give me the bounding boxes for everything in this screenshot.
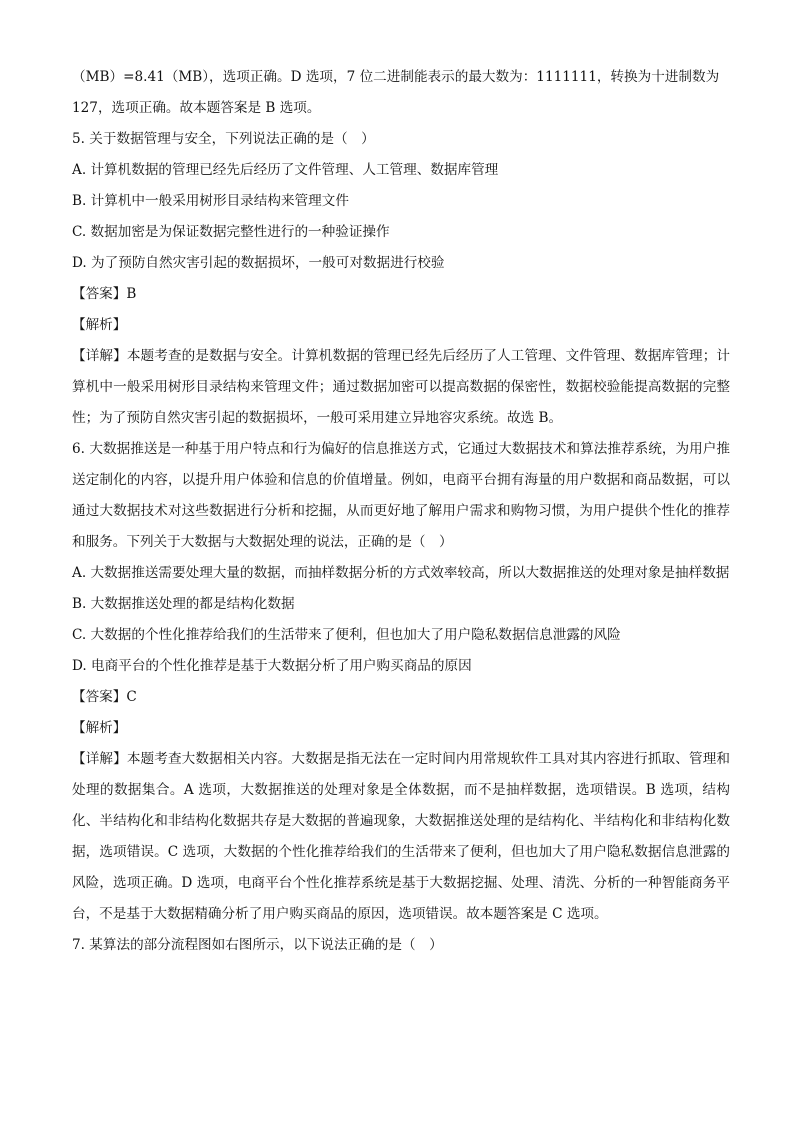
q5-option-d: D. 为了预防自然灾害引起的数据损坏，一般可对数据进行校验: [72, 255, 445, 271]
q6-analysis-label: 【解析】: [72, 720, 127, 736]
q5-analysis-label: 【解析】: [72, 317, 127, 333]
q6-option-d: D. 电商平台的个性化推荐是基于大数据分析了用户购买商品的原因: [72, 658, 472, 674]
q6-option-b: B. 大数据推送处理的都是结构化数据: [72, 596, 295, 612]
q4-tail-line-1: （MB）=8.41（MB），选项正确。D 选项，7 位二进制能表示的最大数为：1111111，转换为十进制数为: [72, 69, 720, 85]
q4-tail-line-2: 127，选项正确。故本题答案是 B 选项。: [72, 100, 321, 116]
q6-answer: 【答案】C: [72, 689, 137, 705]
q5-stem: 5. 关于数据管理与安全，下列说法正确的是（ ）: [72, 131, 375, 147]
q5-option-c: C. 数据加密是为保证数据完整性进行的一种验证操作: [72, 224, 390, 240]
q5-detail: 【详解】本题考查的是数据与安全。计算机数据的管理已经先后经历了人工管理、文件管理、数据库管理；计算机中一般采用树形目录结构来管理文件；通过数据加密可以提高数据的保密性，数据校验能提高数据的完整性；为了预防自然灾害引起的数据损坏，一般可采用建立异地容灾系统。故选 B。: [72, 348, 730, 426]
q6-detail: 【详解】本题考查大数据相关内容。大数据是指无法在一定时间内用常规软件工具对其内容进行抓取、管理和处理的数据集合。A 选项，大数据推送的处理对象是全体数据，而不是抽样数据，选项错误。B 选项，结构化、半结构化和非结构化数据共存是大数据的普遍现象，大数据推送处理的是结构化、半结构化和非结构化数据，选项错误。C 选项，大数据的个性化推荐给我们的生活带来了便利，但也加大了用户隐私数据信息泄露的风险，选项正确。D 选项，电商平台个性化推荐系统是基于大数据挖掘、处理、清洗、分析的一种智能商务平台，不是基于大数据精确分析了用户购买商品的原因，选项错误。故本题答案是 C 选项。: [72, 751, 730, 922]
q7-stem: 7. 某算法的部分流程图如右图所示，以下说法正确的是（ ）: [72, 937, 443, 953]
q6-option-a: A. 大数据推送需要处理大量的数据，而抽样数据分析的方式效率较高，所以大数据推送的处理对象是抽样数据: [72, 565, 730, 581]
q6-option-c: C. 大数据的个性化推荐给我们的生活带来了便利，但也加大了用户隐私数据信息泄露的风险: [72, 627, 621, 643]
q5-option-a: A. 计算机数据的管理已经先后经历了文件管理、人工管理、数据库管理: [72, 162, 499, 178]
q5-option-b: B. 计算机中一般采用树形目录结构来管理文件: [72, 193, 349, 209]
q5-answer: 【答案】B: [72, 286, 137, 302]
q6-stem: 6. 大数据推送是一种基于用户特点和行为偏好的信息推送方式，它通过大数据技术和算法推荐系统，为用户推送定制化的内容，以提升用户体验和信息的价值增量。例如，电商平台拥有海量的用户数据和商品数据，可以通过大数据技术对这些数据进行分析和挖掘，从而更好地了解用户需求和购物习惯，为用户提供个性化的推荐和服务。下列关于大数据与大数据处理的说法，正确的是（ ）: [72, 441, 730, 550]
